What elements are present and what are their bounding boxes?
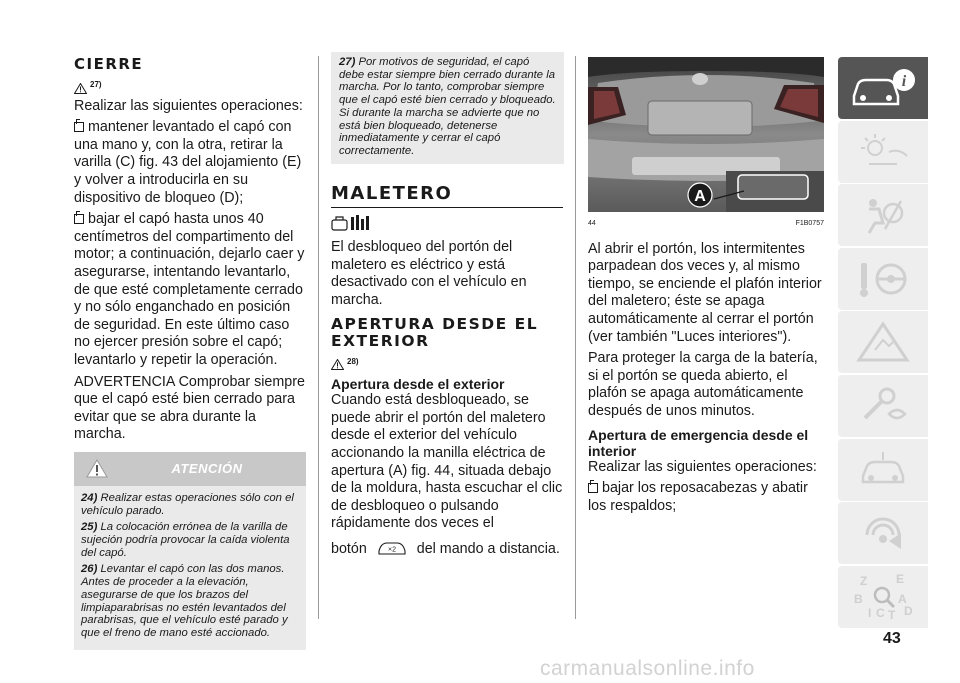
column-divider-1 [318, 56, 319, 619]
warning-number: 24) [81, 491, 98, 504]
warning-item [81, 521, 296, 559]
warning-reference [74, 76, 306, 94]
bullet-icon [588, 483, 598, 493]
index-letter: A [898, 591, 907, 606]
list-item [74, 119, 306, 207]
sidebar-tab-safety[interactable] [838, 184, 928, 246]
list-item-text: bajar los reposacabezas y abatir los respaldos; [588, 480, 808, 514]
note-number: 27) [339, 56, 356, 68]
page-number: 43 [883, 630, 901, 647]
reference-number: 28) [347, 356, 359, 366]
dashboard-lights-icon [853, 130, 913, 174]
sidebar-tab-car-info[interactable] [838, 57, 928, 119]
column-divider-2 [575, 56, 576, 619]
warning-box [74, 452, 306, 650]
airbag-safety-icon [853, 193, 913, 237]
column-3 [588, 57, 824, 519]
index-letters-icon [848, 571, 918, 623]
section-heading-maletero: MALETERO [331, 182, 453, 204]
bullet-icon [74, 214, 84, 224]
bullet-icon [74, 122, 84, 132]
warning-text: La colocación errónea de la varilla de sujeción podría provocar la caída violenta del capó. [81, 521, 290, 559]
figure-code: F1B0757 [795, 220, 824, 227]
warning-triangle-icon [331, 359, 344, 370]
warning-text: Levantar el capó con las dos manos. Antes de proceder a la elevación, asegurarse de que los brazos del limpiaparabrisas no estén levantados del parabrisas, que el vehículo esté parado y que el freno de mano esté accionado. [81, 563, 288, 639]
luggage-connect-icon [331, 214, 375, 232]
sidebar-tab-maintenance[interactable] [838, 375, 928, 437]
reference-number: 27) [90, 80, 102, 89]
warning-triangle-icon [86, 459, 108, 478]
sidebar-tab-dashboard[interactable] [838, 121, 928, 183]
index-letter: C [876, 605, 885, 620]
warning-number: 26) [81, 563, 98, 576]
sidebar-tab-emergency[interactable] [838, 311, 928, 373]
intro-text: Realizar las siguientes operaciones: [588, 458, 817, 475]
remote-press-count: ×2 [387, 546, 396, 554]
technical-data-icon [853, 448, 913, 492]
warning-triangle-icon [74, 83, 87, 94]
body-text-remote [331, 539, 564, 559]
sidebar-tab-starting-driving[interactable] [838, 248, 928, 310]
subheading: Apertura de emergencia desde el interior [588, 426, 809, 459]
index-letter: I [868, 605, 872, 620]
warning-box-body [74, 486, 306, 650]
section-heading-cierre: CIERRE [74, 55, 144, 73]
body-text: Al abrir el portón, los intermitentes parpadean dos veces y, al mismo tiempo, se enciende el plafón interior del maletero; éste se apaga automáticamente al cerrar el portón (ver también "Luces interiores"). [588, 240, 822, 345]
sidebar-tab-index[interactable] [838, 566, 928, 628]
warning-number: 25) [81, 521, 98, 534]
warning-box-title: ATENCIÓN [171, 461, 243, 477]
figure-caption [588, 215, 824, 233]
subheading: Apertura desde el exterior [331, 376, 505, 393]
body-text-fragment: botón [331, 540, 367, 557]
list-item [588, 480, 824, 515]
index-letter: Z [860, 573, 868, 588]
index-letter: T [888, 607, 896, 622]
body-text: Cuando está desbloqueado, se puede abrir el portón del maletero desde el exterior del vehículo accionando la manilla eléctrica de apertura (A) fig. 44, situada debajo de la moldura, hasta escuchar el clic de desbloqueo o pulsando rápidamente dos veces el [331, 392, 563, 532]
column-1 [74, 56, 306, 650]
warning-box-header [74, 452, 306, 486]
list-item-text: bajar el capó hasta unos 40 centímetros del compartimento del motor; a continuación, dejarlo caer y asegurarse, intentando levantarlo, de que esté completamente cerrado y no sólo enganchado en posición de seguridad. En este último caso no ejercer presión sobre el capó; levantarlo y repetir la operación. [74, 211, 305, 368]
car-info-icon [848, 66, 918, 110]
maintenance-tools-icon [853, 384, 913, 428]
multimedia-icon [853, 511, 913, 555]
column-2 [331, 52, 564, 563]
body-text: El desbloqueo del portón del maletero es eléctrico y está desactivado con el vehículo en marcha. [331, 239, 527, 308]
index-letter: B [854, 591, 863, 606]
chapter-index-sidebar [838, 57, 928, 629]
note-box [331, 52, 564, 164]
watermark: carmanualsonline.info [540, 657, 755, 680]
note-text: Por motivos de seguridad, el capó debe estar siempre bien cerrado durante la marcha. Por lo tanto, comprobar siempre que el capó esté bien cerrado y bloqueado. Si durante la marcha se advierte que no está bien bloqueado, detenerse inmediatamente y cerrar el capó correctamente. [339, 56, 556, 157]
warning-item [81, 563, 296, 639]
sidebar-tab-multimedia[interactable] [838, 502, 928, 564]
figure-44-photo [588, 57, 824, 212]
warning-reference [331, 353, 564, 371]
photo-callout-label: A [694, 188, 706, 205]
body-text-fragment: del mando a distancia. [416, 540, 560, 557]
list-item-text: mantener levantado el capó con una mano y, con la otra, retirar la varilla (C) fig. 43 del alojamiento (E) y volver a introducirla en su dispositivo de bloqueo (D); [74, 119, 302, 206]
steering-key-icon [853, 257, 913, 301]
warning-breakdown-icon [853, 320, 913, 364]
index-letter: D [904, 603, 913, 618]
list-item [74, 211, 306, 369]
info-letter: i [901, 73, 907, 90]
warning-item [81, 492, 296, 517]
figure-number: 44 [588, 220, 596, 227]
body-text: Para proteger la carga de la batería, si el portón se queda abierto, el plafón se apaga automáticamente después de unos minutos. [588, 350, 818, 419]
tailgate-illustration [588, 57, 824, 212]
intro-text: Realizar las siguientes operaciones: [74, 97, 303, 114]
heading-rule [331, 207, 563, 208]
trunk-remote-icon [377, 539, 407, 559]
index-letter: E [896, 571, 905, 586]
sidebar-tab-technical-data[interactable] [838, 439, 928, 501]
advertencia-text: ADVERTENCIA Comprobar siempre que el capó esté bien cerrado para evitar que se abra durante la marcha. [74, 373, 305, 443]
section-heading-apertura: APERTURA DESDE EL EXTERIOR [331, 314, 539, 350]
warning-text: Realizar estas operaciones sólo con el vehículo parado. [81, 491, 294, 517]
